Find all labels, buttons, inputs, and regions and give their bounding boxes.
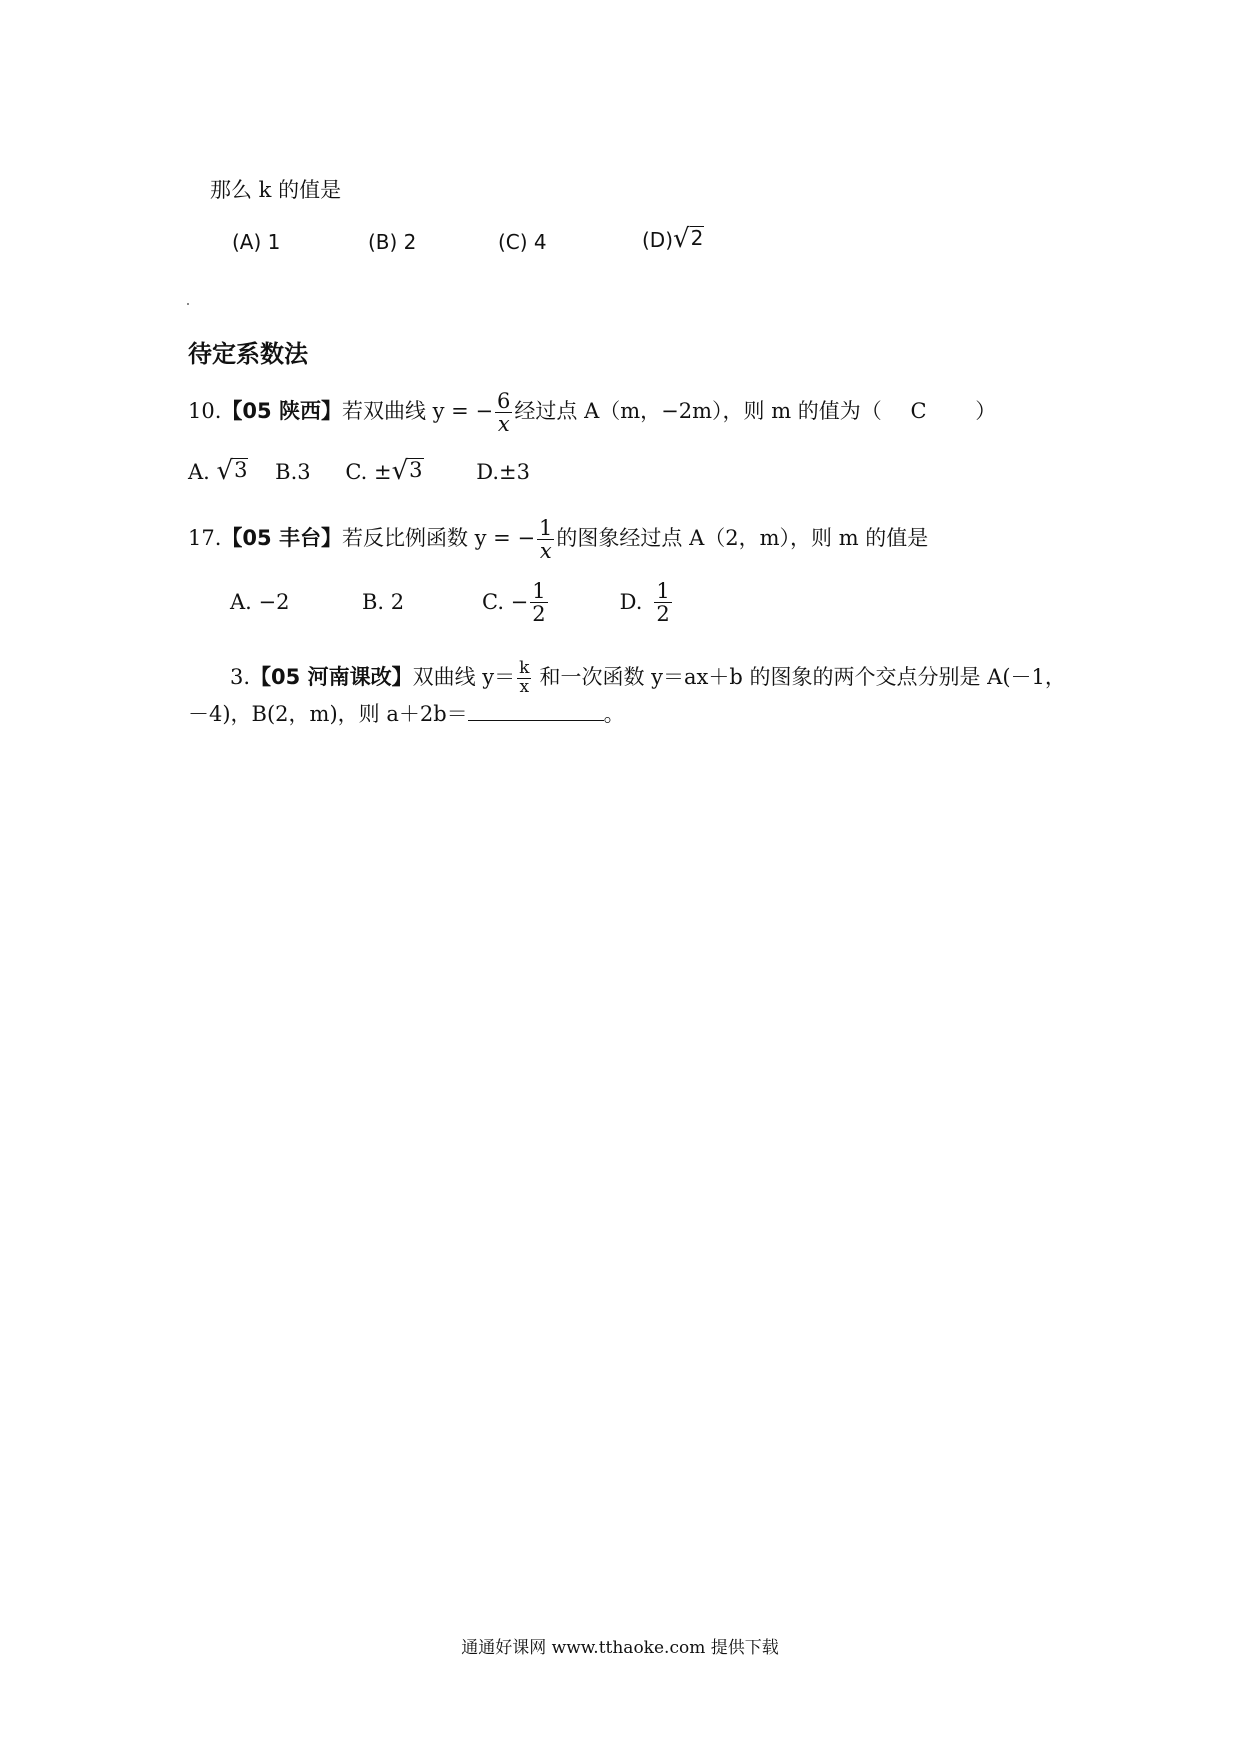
prev-option-c: (C) 4 xyxy=(498,230,547,254)
prev-option-d-label: (D) xyxy=(642,228,674,252)
question-3-source: 【05 河南课改】 xyxy=(250,664,413,689)
question-17-source: 【05 丰台】 xyxy=(221,526,342,551)
question-10-fraction xyxy=(495,390,512,435)
section-title: 待定系数法 xyxy=(188,340,308,368)
sqrt-symbol: √ 3 xyxy=(216,456,248,486)
q17-option-c-fraction xyxy=(530,580,547,625)
question-17-text-2: 的图象经过点 A（2，m），则 m 的值是 xyxy=(556,526,929,551)
question-17-fraction xyxy=(537,517,554,562)
question-3-text-2: 和一次函数 y＝ax＋b 的图象的两个交点分别是 A(－1， xyxy=(539,664,1066,689)
question-17-text-1: 若反比例函数 y = − xyxy=(341,526,536,551)
question-3-text-1: 双曲线 y＝ xyxy=(412,664,516,689)
q17-option-d-label: D. xyxy=(619,590,643,615)
fraction-numerator: 1 xyxy=(656,579,670,603)
fraction-denominator: 2 xyxy=(656,602,670,627)
question-10-answer: C xyxy=(910,399,927,424)
fraction-denominator: x xyxy=(497,412,510,437)
fraction-denominator: x xyxy=(539,539,552,564)
sqrt-symbol: √ 3 xyxy=(391,456,423,486)
fraction-denominator: x xyxy=(519,676,530,697)
q17-option-c-label: C. − xyxy=(482,590,529,615)
q17-option-d-fraction xyxy=(654,580,671,625)
question-3-number: 3. xyxy=(230,664,251,689)
q10-option-c-label: C. ± xyxy=(345,460,392,484)
prev-option-a: (A) 1 xyxy=(232,230,281,254)
prev-question-line: 那么 k 的值是 xyxy=(210,178,342,202)
question-17 xyxy=(188,517,928,562)
q10-option-a-radicand: 3 xyxy=(234,458,248,482)
prev-option-d-radicand: 2 xyxy=(690,226,704,250)
fraction-denominator: 2 xyxy=(532,602,546,627)
fraction-numerator: 1 xyxy=(539,516,553,540)
scan-speck xyxy=(187,303,189,305)
fraction-numerator: 6 xyxy=(497,389,511,413)
question-3-fraction xyxy=(517,660,531,697)
q10-option-c-radicand: 3 xyxy=(409,458,423,482)
question-3 xyxy=(230,660,1066,697)
question-17-number: 17. xyxy=(188,526,222,551)
q17-option-a: A. −2 xyxy=(230,590,290,615)
question-10-text-2: 经过点 A（m，−2m），则 m 的值为（ xyxy=(514,399,882,424)
prev-option-d xyxy=(642,226,704,252)
page-footer: 通通好课网 www.tthaoke.com 提供下载 xyxy=(461,1638,779,1658)
question-10 xyxy=(188,390,996,435)
question-10-text-1: 若双曲线 y = − xyxy=(341,399,494,424)
prev-option-b: (B) 2 xyxy=(368,230,417,254)
fraction-numerator: 1 xyxy=(532,579,546,603)
question-3-line-2-text: －4)，B(2，m)，则 a＋2b＝ xyxy=(188,702,468,726)
question-3-period: 。 xyxy=(603,702,625,726)
q10-option-b: B.3 xyxy=(275,460,311,484)
question-10-options xyxy=(188,458,530,484)
fraction-numerator: k xyxy=(519,658,530,678)
question-17-options xyxy=(230,580,674,625)
sqrt-symbol: √ 2 xyxy=(673,224,704,254)
q10-option-d: D.±3 xyxy=(476,460,530,484)
question-3-line-2 xyxy=(188,702,625,725)
question-10-close-paren: ） xyxy=(975,399,997,424)
question-10-number: 10. xyxy=(188,399,222,424)
q10-option-a-label: A. xyxy=(188,460,210,484)
q17-option-b: B. 2 xyxy=(362,590,405,615)
answer-blank xyxy=(468,702,604,721)
question-10-source: 【05 陕西】 xyxy=(221,399,342,424)
